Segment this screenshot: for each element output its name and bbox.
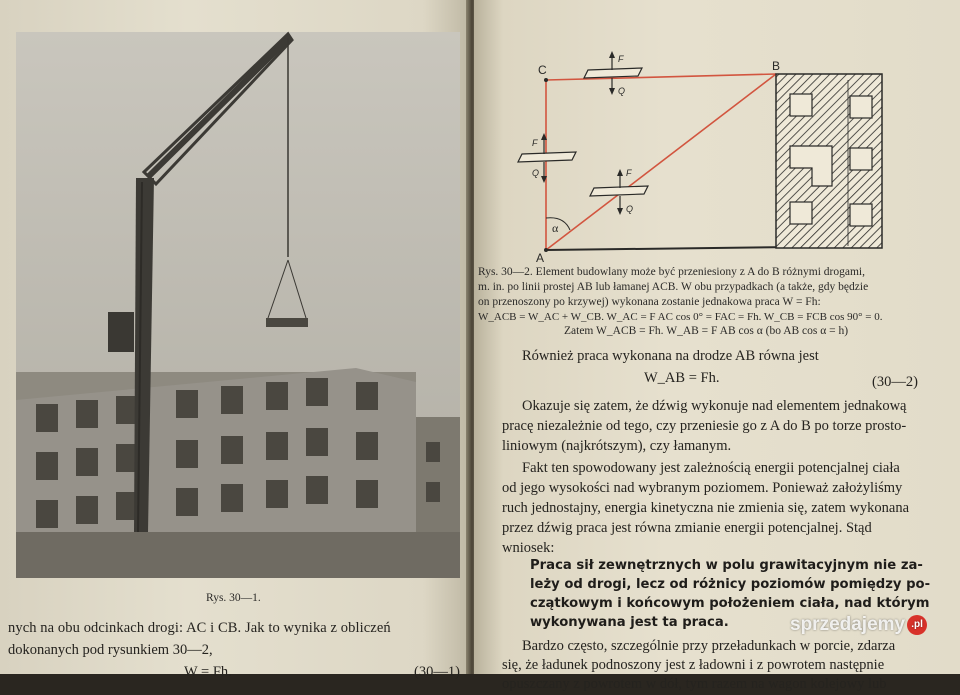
label-f: F <box>532 138 538 148</box>
conclusion-line: Praca sił zewnętrznych w polu grawitacyjnym nie za- <box>530 558 923 573</box>
body-text-line: nych na obu odcinkach drogi: AC i CB. Jak to wynika z obliczeń <box>8 620 391 636</box>
watermark <box>790 614 927 636</box>
paragraph-line: przez dźwig praca jest równa zmianie energii potencjalnej. Stąd <box>502 520 872 536</box>
figure-caption-line: m. in. po linii prostej AB lub łamanej ACB. W obu przypadkach (a także, gdy będzie <box>478 281 869 293</box>
paragraph-line: od jego wysokości nad wybranym poziomem. Ponieważ założyliśmy <box>502 480 903 496</box>
conclusion-line: leży od drogi, lecz od różnicy poziomów pomiędzy po- <box>530 577 931 592</box>
label-q: Q <box>626 204 634 214</box>
paragraph-line: Również praca wykonana na drodze AB równa jest <box>522 348 819 364</box>
label-c: C <box>538 63 547 77</box>
label-q: Q <box>532 168 540 178</box>
paragraph-line: się, że ładunek podnoszony jest z ładowni i z powrotem następnie <box>502 657 885 673</box>
conclusion-line: wykonywana jest ta praca. <box>530 615 729 630</box>
equation-fragment: W = Fh. <box>184 664 232 680</box>
figure-caption-line: W_ACB = W_AC + W_CB. W_AC = F AC cos 0° = FAC = Fh. W_CB = FCB cos 90° = 0. <box>478 311 883 323</box>
paragraph-line: liniowym (najkrótszym), czy łamanym. <box>502 438 732 454</box>
body-text-line: dokonanych pod rysunkiem 30—2, <box>8 642 213 658</box>
equation-30-2: W_AB = Fh. <box>644 370 720 386</box>
right-page <box>474 0 960 692</box>
crane-photo-image <box>16 32 460 578</box>
paragraph-line: wniosek: <box>502 540 555 556</box>
equation-number: (30—2) <box>872 374 918 390</box>
figure-caption-line: Rys. 30—2. Element budowlany może być przeniesiony z A do B różnymi drogami, <box>478 266 865 278</box>
label-alpha: α <box>552 221 559 235</box>
conclusion-line: czątkowym i końcowym położeniem ciała, nad którym <box>530 596 930 611</box>
paragraph-line: Okazuje się zatem, że dźwig wykonuje nad elementem jednakową <box>522 398 907 414</box>
figure-30-2 <box>514 50 894 264</box>
paragraph-line: Bardzo często, szczególnie przy przeładunkach w porcie, zdarza <box>522 638 896 654</box>
paragraph-line: pracę niezależnie od tego, czy przeniesie go z A do B po torze prosto- <box>502 418 907 434</box>
paragraph-line: Fakt ten spowodowany jest zależnością energii potencjalnej ciała <box>522 460 900 476</box>
label-a: A <box>536 251 545 265</box>
equation-number: (30—1) <box>414 664 460 680</box>
left-page <box>0 0 470 680</box>
watermark-badge: .pl <box>907 615 927 635</box>
photo-caption: Rys. 30—1. <box>206 592 261 604</box>
paragraph-line: ruch jednostajny, energia kinetyczna nie zmienia się, zatem wykonana <box>502 500 910 516</box>
figure-caption-line: on przenoszony po krzywej) wykonana zostanie jednakowa praca W = Fh: <box>478 296 821 308</box>
label-f: F <box>626 168 632 178</box>
label-b: B <box>772 59 781 73</box>
crane-photo <box>16 32 460 578</box>
figure-caption-line: Zatem W_ACB = Fh. W_AB = F AB cos α (bo AB cos α = h) <box>564 325 849 337</box>
paragraph-line: opuszczany z powrotem w dół, tym razem na wagon kolejowy lub <box>502 676 887 692</box>
watermark-text: sprzedajemy <box>790 614 906 635</box>
label-f: F <box>618 54 624 64</box>
label-q: Q <box>618 86 626 96</box>
